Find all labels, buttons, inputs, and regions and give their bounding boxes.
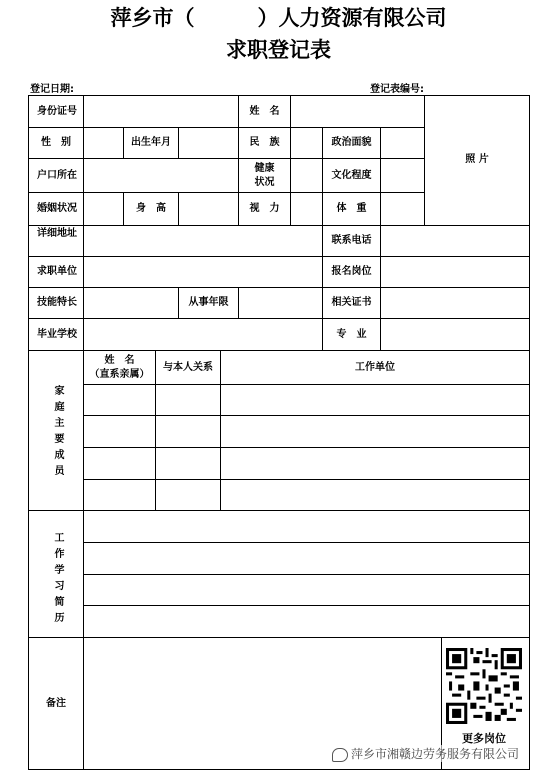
work-history-label: 工作学习简历 bbox=[52, 532, 63, 628]
skills-label: 技能特长 bbox=[37, 297, 77, 308]
marital-label: 婚姻状况 bbox=[37, 203, 77, 214]
target-position-label: 报名岗位 bbox=[331, 266, 372, 277]
ethnicity-label: 民 族 bbox=[249, 137, 280, 148]
target-company-label: 求职单位 bbox=[37, 266, 77, 277]
name-label: 姓 名 bbox=[249, 105, 280, 117]
remarks-label: 备注 bbox=[46, 697, 66, 709]
birth-label: 出生年月 bbox=[131, 137, 171, 148]
health-label: 健康 状况 bbox=[254, 162, 275, 188]
form-number-label: 登记表编号: bbox=[370, 84, 424, 95]
hukou-label: 户口所在 bbox=[37, 169, 77, 181]
height-label: 身 高 bbox=[136, 203, 166, 214]
id-card-label: 身份证号 bbox=[37, 105, 77, 117]
family-col-employer: 工作单位 bbox=[355, 361, 395, 373]
weight-label: 体 重 bbox=[336, 203, 367, 214]
qr-code-image[interactable] bbox=[446, 648, 522, 724]
education-label: 文化程度 bbox=[331, 169, 372, 181]
address-label: 详细地址 bbox=[37, 228, 77, 239]
certificates-label: 相关证书 bbox=[331, 297, 372, 308]
register-date-label: 登记日期: bbox=[30, 84, 74, 95]
major-label: 专 业 bbox=[336, 328, 367, 340]
qr-caption: 更多岗位 bbox=[462, 732, 506, 745]
chat-bubble-icon bbox=[332, 748, 348, 762]
vision-label: 视 力 bbox=[249, 203, 280, 214]
political-label: 政治面貌 bbox=[331, 137, 372, 148]
form-title-line1: 萍乡市（ ）人力资源有限公司 bbox=[110, 5, 447, 30]
gender-label: 性 别 bbox=[41, 137, 71, 148]
watermark bbox=[332, 745, 519, 762]
family-section-label: 家庭主要成员 bbox=[52, 385, 63, 481]
family-col-name: 姓 名 （直系亲属） bbox=[89, 354, 150, 380]
years-label: 从事年限 bbox=[188, 297, 229, 308]
phone-label: 联系电话 bbox=[331, 235, 372, 246]
school-label: 毕业学校 bbox=[37, 328, 77, 340]
photo-label: 照 片 bbox=[465, 154, 489, 165]
form-title-line2: 求职登记表 bbox=[226, 37, 331, 62]
watermark-text: 萍乡市湘赣边劳务服务有限公司 bbox=[351, 747, 520, 761]
family-col-relation: 与本人关系 bbox=[163, 361, 213, 373]
